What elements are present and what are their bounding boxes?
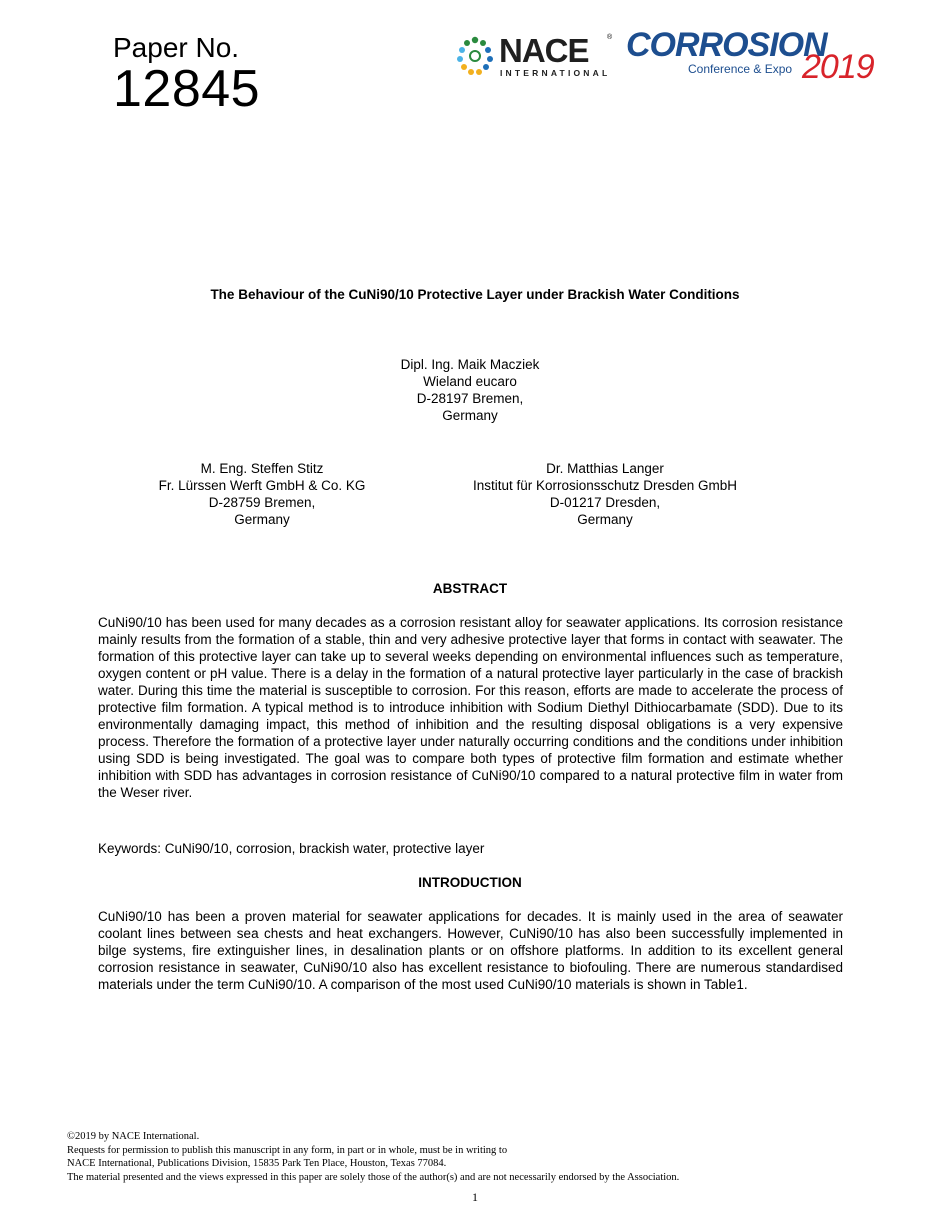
author-block-3 xyxy=(430,460,780,528)
author-name: M. Eng. Steffen Stitz xyxy=(200,461,324,476)
introduction-text: CuNi90/10 has been a proven material for seawater applications for decades. It is mainly used in the area of seawater coolant lines between sea chests and heat exchangers. However, CuNi90/10 has also been successfully implemented in bilge systems, fire extinguisher lines, in desalination plants or on offshore platforms. In addition to its excellent general corrosion resistance in seawater, CuNi90/10 also has excellent resistance to biofouling. There are numerous standardised materials under the term CuNi90/10. A comparison of the most used CuNi90/10 materials is shown in Table1. xyxy=(98,909,843,992)
corrosion-year: 2019 xyxy=(802,48,874,86)
corrosion-subtitle: Conference & Expo xyxy=(688,62,793,76)
author-address: D-28197 Bremen, xyxy=(416,391,524,406)
author-block-2 xyxy=(112,460,412,528)
author-country: Germany xyxy=(234,512,290,527)
footer-line: The material presented and the views expressed in this paper are solely those of the author(s) and are not necessarily endorsed by the Association. xyxy=(67,1171,680,1183)
author-block-1 xyxy=(320,356,620,424)
copyright-footer xyxy=(67,1130,679,1184)
author-country: Germany xyxy=(577,512,633,527)
paper-title: The Behaviour of the CuNi90/10 Protective Layer under Brackish Water Conditions xyxy=(210,287,740,302)
footer-line: ©2019 by NACE International. xyxy=(67,1131,200,1142)
corrosion-wordmark: CORROSION xyxy=(626,26,827,64)
footer-line: Requests for permission to publish this manuscript in any form, in part or in whole, must be in writing to xyxy=(67,1144,508,1156)
author-affiliation: Fr. Lürssen Werft GmbH & Co. KG xyxy=(158,478,366,493)
author-address: D-28759 Bremen, xyxy=(208,495,316,510)
keywords: Keywords: CuNi90/10, corrosion, brackish water, protective layer xyxy=(98,841,485,856)
footer-line: NACE International, Publications Division, 15835 Park Ten Place, Houston, Texas 77084. xyxy=(67,1158,447,1169)
abstract-heading: ABSTRACT xyxy=(432,581,508,596)
author-affiliation: Wieland eucaro xyxy=(423,374,517,389)
page-number: 1 xyxy=(472,1190,478,1204)
nace-wordmark: NACE xyxy=(499,32,589,69)
registered-mark: ® xyxy=(607,34,613,41)
author-country: Germany xyxy=(442,408,498,423)
author-affiliation: Institut für Korrosionsschutz Dresden GmbH xyxy=(472,478,738,493)
nace-subtitle: INTERNATIONAL xyxy=(500,68,611,78)
paper-number-block xyxy=(113,32,261,118)
abstract-text: CuNi90/10 has been used for many decades as a corrosion resistant alloy for seawater applications. Its corrosion resistance mainly results from the formation of a stable, thin and very adhesive protective layer that forms in contact with seawater. The formation of this protective layer can take up to several weeks depending on environmental influences such as temperature, oxygen content or pH value. There is a delay in the formation of a natural protective layer particularly in the case of brackish water. During this time the material is susceptible to corrosion. For this reason, efforts are made to accelerate the process of protective film formation. A typical method is to introduce inhibition with Sodium Diethyl Dithiocarbamate (SDD). Due to its environmentally damaging impact, this method of inhibition and the resulting disposal obligations is a very expensive process. Therefore the formation of a protective layer under naturally occurring conditions and the conditions under inhibition using SDD is being investigated. The goal was to compare both types of protective film formation and estimate whether inhibition with SDD has advantages in corrosion resistance of CuNi90/10 compared to a natural protective film in water from the Weser river. xyxy=(98,615,843,800)
nace-logo xyxy=(453,34,613,80)
paper-number-label: Paper No. xyxy=(113,32,240,63)
paper-number: 12845 xyxy=(113,60,261,118)
nace-emblem-icon xyxy=(453,34,497,80)
introduction-heading: INTRODUCTION xyxy=(418,875,522,890)
corrosion-conference-logo xyxy=(626,28,886,88)
author-address: D-01217 Dresden, xyxy=(549,495,661,510)
author-name: Dipl. Ing. Maik Macziek xyxy=(400,357,540,372)
author-name: Dr. Matthias Langer xyxy=(546,461,664,476)
